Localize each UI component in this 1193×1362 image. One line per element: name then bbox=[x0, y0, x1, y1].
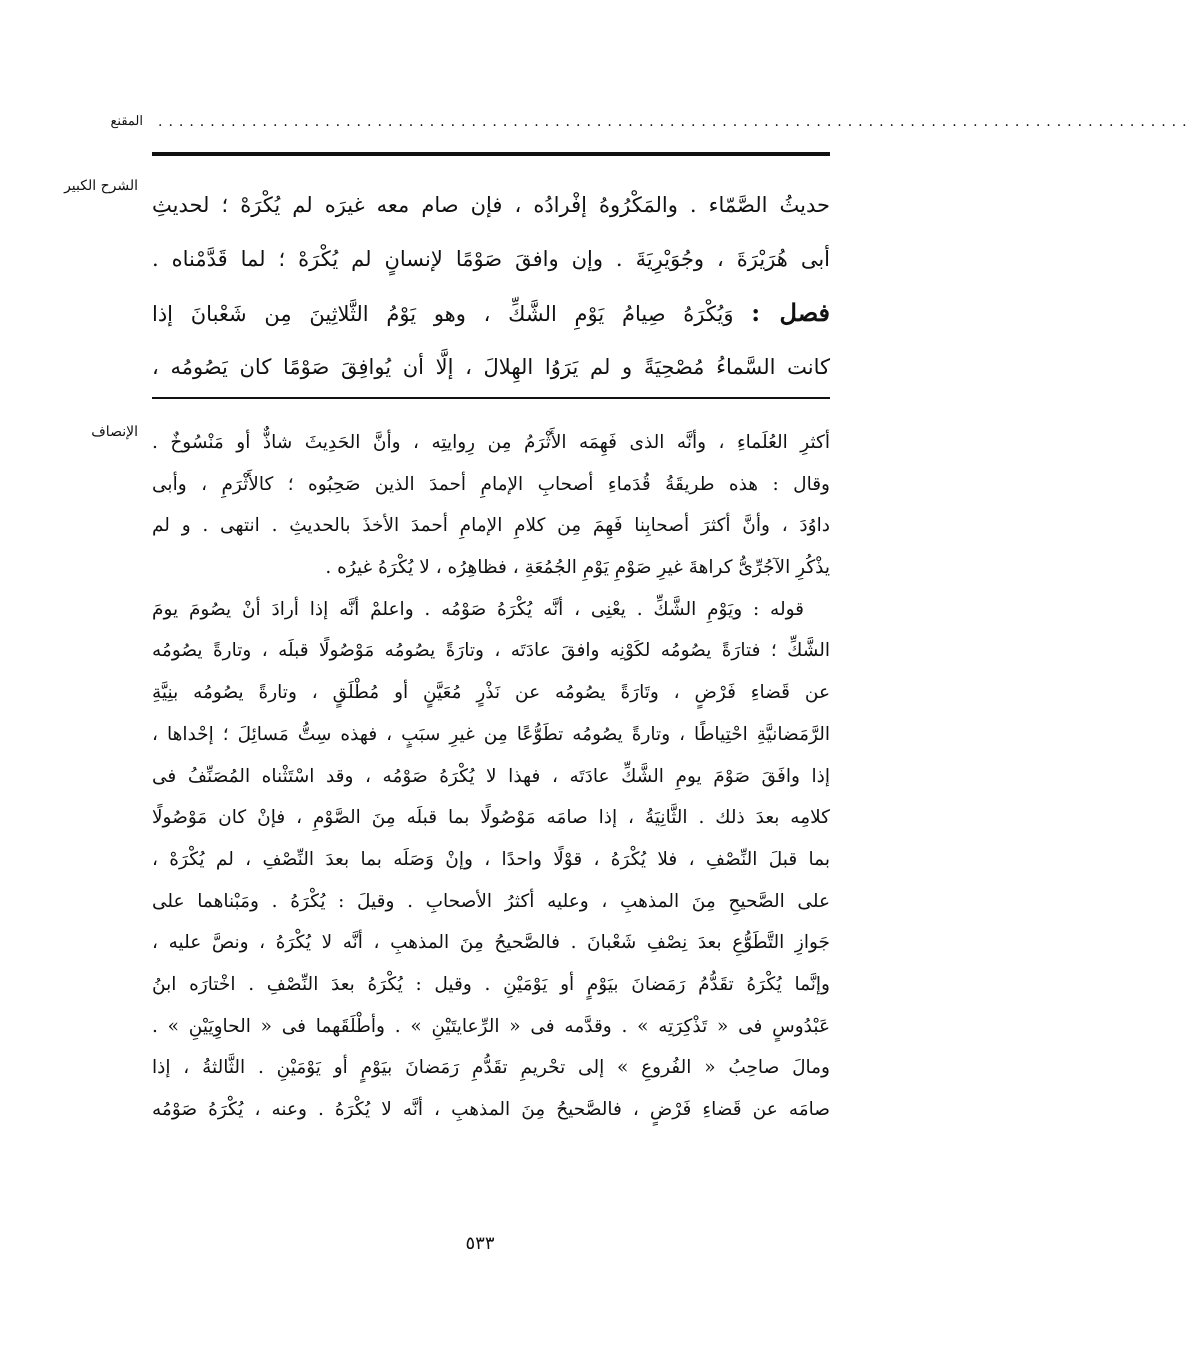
insaf-line: بما قبلَ النِّصْفِ ، فلا يُكْرَهُ ، قوْلًا واحدًا ، وإنْ وَصَلَه بما بعدَ النِّصْفِ ، لم يُكْرَهْ ، bbox=[152, 848, 830, 870]
insaf-line: عن قَضاءِ فَرْضٍ ، وتَارَةً يصُومُه عن نَذْرٍ مُعَيَّنٍ أو مُطْلَقٍ ، وتارةً يصُومُه بنِيَّةِ bbox=[152, 682, 830, 704]
running-header-dots: ................................................................................................... bbox=[158, 114, 1193, 130]
sharh-line: أبى هُرَيْرَةَ ، وجُوَيْرِيَةَ . وإن وافقَ صَوْمًا لإنسانٍ لم يُكْرَهْ ؛ لما قَدَّمْناه . bbox=[152, 247, 830, 271]
insaf-line: عَبْدُوسٍ فى « تَذْكِرَتِه » . وقدَّمه فى « الرِّعايتَيْنِ » . وأطْلَقَهما فى « الحاوِيَيْنِ » . bbox=[152, 1015, 830, 1037]
running-header-title: المقنع bbox=[110, 114, 143, 129]
insaf-line: على الصَّحيحِ مِنَ المذهبِ ، وعليه أكثرُ الأصحابِ . وقيلَ : يُكْرَهُ . ومَبْناهما على bbox=[152, 890, 830, 912]
sharh-line-fasl bbox=[152, 286, 830, 340]
insaf-line: الشَّكِّ ؛ فتارَةً يصُومُه لكَوْنِه وافقَ عادَتَه ، وتارَةً يصُومُه مَوْصُولًا قبلَه ، وتارةً يصُومُه bbox=[152, 640, 830, 662]
page-number: ٥٣٣ bbox=[465, 1233, 495, 1254]
insaf-margin-label: الإنصاف bbox=[91, 424, 138, 440]
section-divider bbox=[152, 397, 830, 399]
fasl-heading: فصل : bbox=[751, 298, 830, 327]
insaf-line: صامَه عن قَضاءِ فَرْضٍ ، فالصَّحيحُ مِنَ المذهبِ ، أنَّه لا يُكْرَهُ . وعنه ، يُكْرَهُ صَوْمُه bbox=[152, 1099, 830, 1120]
insaf-line: وإنَّما يُكْرَهُ تقَدُّمُ رَمَضانَ بيَوْمٍ أو يَوْمَيْنِ . وقيل : يُكْرَهُ بعدَ النِّصْفِ . اخْتارَه ابنُ bbox=[152, 973, 830, 995]
insaf-line: الرَّمَضانيَّةِ احْتِياطًا ، وتارةً يصُومُه تطَوُّعًا مِن غيرِ سبَبٍ ، فهذه سِتُّ مَسائِلَ ؛ إحْداها ، bbox=[152, 723, 830, 745]
insaf-text bbox=[152, 422, 830, 1131]
insaf-line: إذا وافَقَ صَوْمَ يومِ الشَّكِّ عادَتَه ، فهذا لا يُكْرَهُ صَوْمُه ، وقد اسْتَثْناه المُصَنِّفُ فى bbox=[152, 765, 830, 787]
sharh-line: حديثُ الصَّمّاء . والمَكْرُوهُ إفْرادُه ، فإن صام معه غيرَه لم يُكْرَهْ ؛ لحديثِ bbox=[152, 193, 830, 217]
insaf-line: يذْكُرِ الآجُرِّىُّ كراهةَ غيرِ صَوْمِ يَوْمِ الجُمُعَةِ ، فظاهِرُه ، لا يُكْرَهُ غيرُه . bbox=[325, 557, 830, 579]
insaf-line: ومالَ صاحِبُ « الفُروعِ » إلى تحْريمِ تقَدُّمِ رَمَضانَ بيَوْمٍ أو يَوْمَيْنِ . الثَّالثةُ ، إذا bbox=[152, 1057, 830, 1079]
sharh-line-text: وَيُكْرَهُ صِيامُ يَوْمِ الشَّكِّ ، وهو يَوْمُ الثَّلاثِينَ مِن شَعْبانَ إذا bbox=[152, 302, 734, 326]
insaf-line: كلامِه بعدَ ذلك . الثَّانِيَةُ ، إذا صامَه مَوْصُولًا بما قبلَه مِنَ الصَّوْمِ ، فإنْ كان مَوْصُولًا bbox=[152, 807, 830, 829]
insaf-line: جَوازِ التَّطَوُّعِ بعدَ نِصْفِ شَعْبانَ . فالصَّحيحُ مِنَ المذهبِ ، أنَّه لا يُكْرَهُ ، ونصَّ عليه ، bbox=[152, 932, 830, 954]
header-rule bbox=[152, 152, 830, 156]
insaf-line: أكثرِ العُلَماءِ ، وأنَّه الذى فَهِمَه الأَثْرَمُ مِن رِوايتِه ، وأنَّ الحَدِيثَ شاذٌّ أو مَنْسُوخٌ . bbox=[152, 432, 830, 453]
insaf-line: وقال : هذه طريقَةُ قُدَماءِ أصحابِ الإمامِ أحمدَ الذين صَحِبُوه ؛ كالأَثْرَمِ ، وأبى bbox=[152, 473, 830, 495]
insaf-line: داوُدَ ، وأنَّ أكثرَ أصحابِنا فَهِمَ مِن كلامِ الإمامِ أحمدَ الأخذَ بالحديثِ . انتهى . و لم bbox=[152, 515, 830, 537]
insaf-paragraph-start: قوله : ويَوْمِ الشَّكِّ . يعْنِى ، أنَّه يُكْرَهُ صَوْمُه . واعلمْ أنَّه إذا أرادَ أنْ يصُومَ يومَ bbox=[152, 598, 804, 620]
sharh-line: كانت السَّماءُ مُصْحِيَةً و لم يَرَوُا الهِلالَ ، إلَّا أن يُوافِقَ صَوْمًا كان يَصُومُه ، bbox=[152, 355, 830, 379]
sharh-margin-label: الشرح الكبير bbox=[64, 178, 138, 194]
sharh-text bbox=[152, 178, 830, 394]
